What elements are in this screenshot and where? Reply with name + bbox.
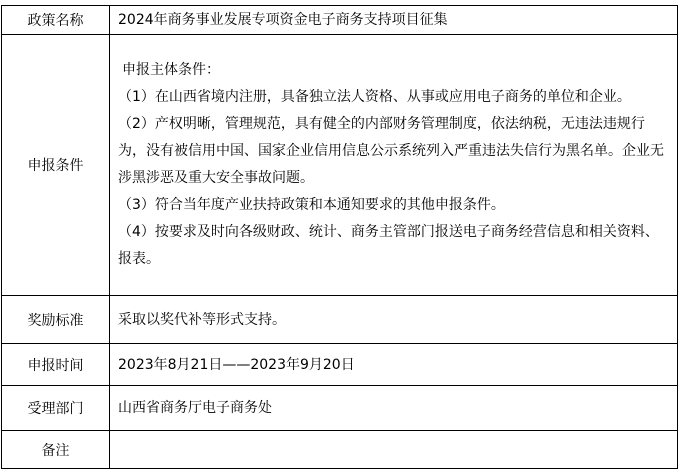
row-label: 申报时间 [2, 344, 110, 386]
table-row-policy-name [2, 6, 678, 35]
row-label: 受理部门 [2, 386, 110, 431]
policy-name-value: 2024年商务事业发展专项资金电子商务支持项目征集 [110, 6, 678, 35]
condition-item: （3）符合当年度产业扶持政策和本通知要求的其他申报条件。 [118, 196, 505, 213]
notes-value [110, 431, 678, 469]
row-label: 备注 [2, 431, 110, 469]
row-label: 申报条件 [2, 35, 110, 296]
condition-item: （4）按要求及时向各级财政、统计、商务主管部门报送电子商务经营信息和相关资料、报表。 [118, 223, 659, 267]
department-value: 山西省商务厅电子商务处 [110, 386, 678, 431]
table-row-application-time [2, 344, 678, 386]
reward-value: 采取以奖代补等形式支持。 [110, 296, 678, 344]
conditions-cell [110, 35, 678, 296]
conditions-heading: 申报主体条件： [122, 61, 220, 78]
table-row-conditions [2, 35, 678, 296]
condition-item: （1）在山西省境内注册，具备独立法人资格、从事或应用电子商务的单位和企业。 [118, 88, 631, 105]
application-time-value: 2023年8月21日——2023年9月20日 [110, 344, 678, 386]
row-label: 奖励标准 [2, 296, 110, 344]
table-row-notes [2, 431, 678, 469]
table-row-department [2, 386, 678, 431]
policy-table [1, 5, 678, 469]
condition-item: （2）产权明晰，管理规范，具有健全的内部财务管理制度，依法纳税，无违法违规行为，没有被信用中国、国家企业信用信息公示系统列入严重违法失信行为黑名单。企业无涉黑涉恶及重大安全事故问题。 [118, 115, 664, 186]
row-label: 政策名称 [2, 6, 110, 35]
table-row-reward [2, 296, 678, 344]
